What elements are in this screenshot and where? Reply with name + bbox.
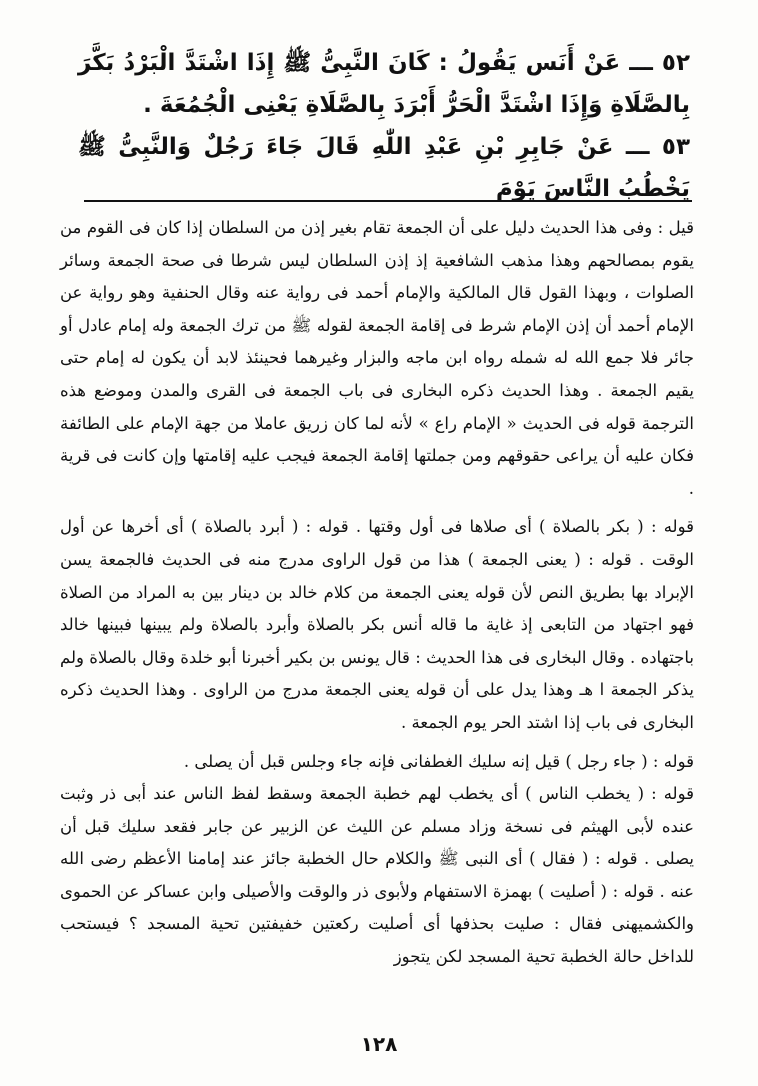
commentary-paragraph: قوله : ( بكر بالصلاة ) أى صلاها فى أول وقتها . قوله : ( أبرد بالصلاة ) أى أخرها عن أول الوقت . قوله : ( يعنى الجمعة ) هذا من قول الراوى مدرج منه فى الحديث فالجمعة يسن الإبراد بها بطريق النص لأن قوله يعنى الجمعة من كلام خالد بن دينار بين به المراد من الصلاة فهو اجتهاد من التابعى إذ غاية ما قاله أنس بكر بالصلاة وأبرد بالصلاة ولم يبينها فبينها خالد باجتهاده . وقال البخارى فى هذا الحديث : قال يونس بن بكير أخبرنا أبو خلدة وقال بالصلاة ولم يذكر الجمعة ا هـ وهذا يدل على أن قوله يعنى الجمعة مدرج من الراوى . وهذا الحديث ذكره البخارى فى باب إذا اشتد الحر يوم الجمعة .	[60, 517, 694, 732]
hadith-52: ٥٢ ـــ عَنْ أَنَس يَقُولُ : كَانَ النَّبِىُّ ﷺ إِذَا اشْتَدَّ الْبَرْدُ بَكَّرَ بِالصَّلَاةِ وَإِذَا اشْتَدَّ الْحَرُّ أَبْرَدَ بِالصَّلَاةِ يَعْنِى الْجُمُعَةَ .	[78, 50, 690, 118]
page-number: ١٢٨	[360, 1032, 398, 1056]
commentary-block	[60, 212, 694, 974]
commentary-paragraph: قيل : وفى هذا الحديث دليل على أن الجمعة تقام بغير إذن من السلطان إذا كان فى القوم من يقوم بمصالحهم وهذا مذهب الشافعية إذ إذن السلطان ليس شرطا فى صحة الجمعة وسائر الصلوات ، وبهذا القول قال المالكية والإمام أحمد فى رواية عنه وقال الحنفية وهو رواية عن الإمام أحمد أن إذن الإمام شرط فى إقامة الجمعة لقوله ﷺ من ترك الجمعة وله إمام عادل أو جائر فلا جمع الله له شمله رواه ابن ماجه والبزار وغيرهما فحينئذ لابد أن يكون له إمام حتى يقيم الجمعة . وهذا الحديث ذكره البخارى فى باب الجمعة فى القرى والمدن وموضع هذه الترجمة قوله فى الحديث « الإمام راع » لأنه لما كان زريق عاملا من جهة الإمام على الطائفة فكان عليه أن يراعى حقوقهم ومن جملتها إقامة الجمعة فيجب عليه إقامتها وإن كانت فى قرية .	[60, 218, 694, 498]
commentary-paragraph: قوله : ( جاء رجل ) قيل إنه سليك الغطفانى فإنه جاء وجلس قبل أن يصلى .	[183, 751, 694, 771]
commentary-paragraph: قوله : ( يخطب الناس ) أى يخطب لهم خطبة الجمعة وسقط لفظ الناس عند أبى ذر وثبت عنده لأبى الهيثم فى نسخة وزاد مسلم عن الليث عن الزبير عن جابر فقعد سليك قبل أن يصلى . قوله : ( فقال ) أى النبى ﷺ والكلام حال الخطبة جائز عند إمامنا الأعظم رضى الله عنه . قوله : ( أصليت ) بهمزة الاستفهام ولأبوى ذر والوقت والأصيلى وابن عساكر عن الحموى والكشميهنى فقال : صليت بحذفها أى أصليت ركعتين خفيفتين تحية المسجد ؟ فيستحب للداخل حالة الخطبة تحية المسجد لكن يتجوز	[60, 784, 694, 967]
hadith-53: ٥٣ ـــ عَنْ جَابِرِ بْنِ عَبْدِ اللّٰهِ قَالَ جَاءَ رَجُلٌ وَالنَّبِىُّ ﷺ يَخْطُبُ النَّاسَ يَوْمَ	[78, 134, 690, 202]
separator-rule	[84, 200, 692, 202]
hadith-text-block	[78, 42, 690, 210]
